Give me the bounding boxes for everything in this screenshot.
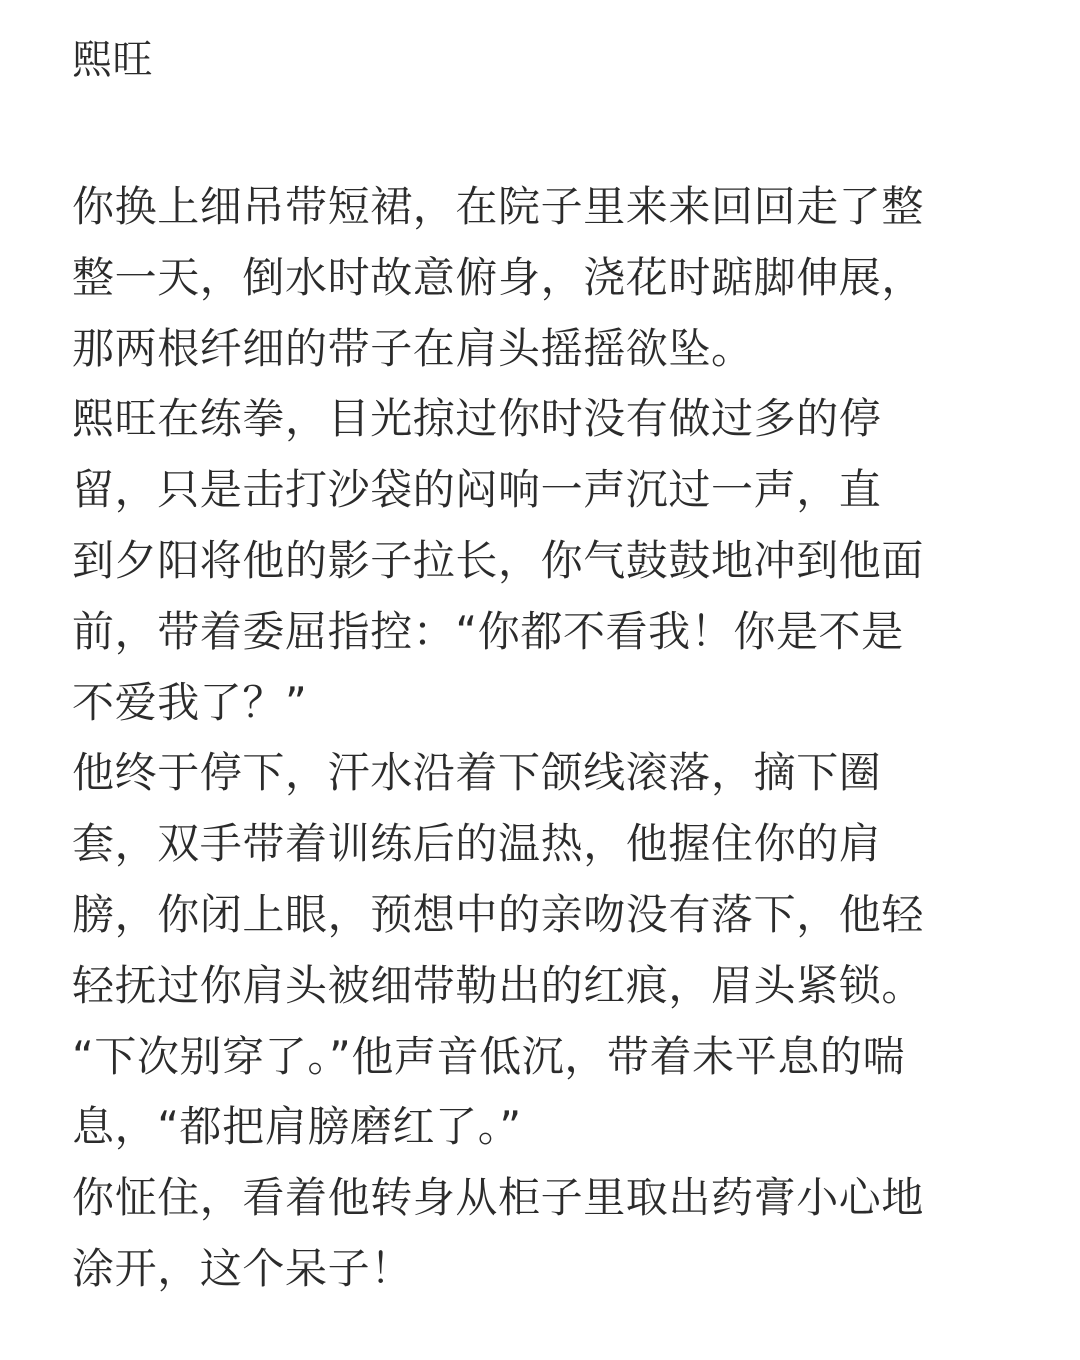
text-line: 前，带着委屈指控：“你都不看我！你是不是 — [72, 606, 904, 656]
text-line: 他终于停下，汗水沿着下颌线滚落，摘下圈 — [72, 748, 882, 798]
text-line: “下次别穿了。”他声音低沉，带着未平息的喘 — [72, 1031, 906, 1081]
text-line: 到夕阳将他的影子拉长，你气鼓鼓地冲到他面 — [72, 535, 925, 585]
text-line: 你怔住，看着他转身从柜子里取出药膏小心地 — [72, 1173, 925, 1223]
text-line: 熙旺在练拳，目光掠过你时没有做过多的停 — [72, 394, 882, 444]
text-line: 套，双手带着训练后的温热，他握住你的肩 — [72, 819, 882, 869]
text-line: 不爱我了？” — [72, 677, 308, 727]
text-line: 轻抚过你肩头被细带勒出的红痕，眉头紧锁。 — [72, 960, 925, 1010]
text-line: 膀，你闭上眼，预想中的亲吻没有落下，他轻 — [72, 889, 925, 939]
text-line: 涂开，这个呆子！ — [72, 1243, 413, 1293]
text-line: 整一天，倒水时故意俯身，浇花时踮脚伸展， — [72, 252, 925, 302]
document-title: 熙旺 — [72, 37, 153, 83]
text-line: 息，“都把肩膀磨红了。” — [72, 1102, 522, 1152]
text-line: 你换上细吊带短裙，在院子里来来回回走了整 — [72, 182, 925, 231]
text-line: 那两根纤细的带子在肩头摇摇欲坠。 — [72, 323, 754, 373]
story-body — [72, 172, 1008, 1305]
text-line: 留，只是击打沙袋的闷响一声沉过一声，直 — [72, 465, 882, 515]
